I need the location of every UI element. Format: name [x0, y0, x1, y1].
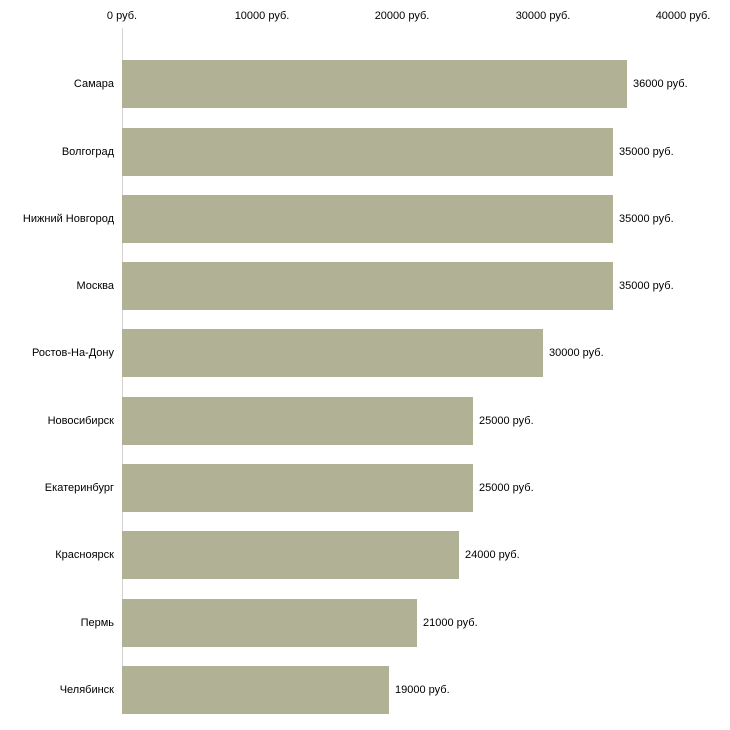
x-axis-tick-0: 0 руб. [106, 10, 138, 22]
bar-row [44, 464, 683, 512]
plot-area [22, 28, 688, 704]
bar[interactable] [122, 60, 627, 108]
bar-value-label: 25000 руб. [479, 415, 534, 427]
category-label: Новосибирск [47, 415, 114, 427]
category-label: Челябинск [59, 684, 114, 696]
bar-value-label: 35000 руб. [619, 213, 674, 225]
bar-row [76, 262, 683, 310]
category-label: Красноярск [55, 549, 114, 561]
x-axis-tick-4: 40000 руб. [655, 10, 711, 22]
category-label: Волгоград [61, 146, 114, 158]
bar[interactable] [122, 666, 389, 714]
bar-row [59, 666, 683, 714]
x-axis-tick-1: 10000 руб. [234, 10, 290, 22]
bar[interactable] [122, 599, 417, 647]
bar[interactable] [122, 397, 473, 445]
bar-value-label: 24000 руб. [465, 549, 520, 561]
category-label: Екатеринбург [44, 482, 114, 494]
bar[interactable] [122, 262, 613, 310]
category-label: Москва [76, 280, 114, 292]
bar-row [55, 531, 683, 579]
category-label: Самара [73, 78, 114, 90]
bar-value-label: 35000 руб. [619, 146, 674, 158]
bar-row [47, 397, 683, 445]
bar-value-label: 36000 руб. [633, 78, 688, 90]
bar[interactable] [122, 329, 543, 377]
bar-value-label: 30000 руб. [549, 347, 604, 359]
bar-row [73, 60, 688, 108]
category-label: Пермь [80, 617, 114, 629]
category-label: Нижний Новгород [22, 213, 114, 225]
bar-value-label: 21000 руб. [423, 617, 478, 629]
bar[interactable] [122, 464, 473, 512]
bar-value-label: 35000 руб. [619, 280, 674, 292]
x-axis-tick-3: 30000 руб. [515, 10, 571, 22]
bar[interactable] [122, 128, 613, 176]
bar[interactable] [122, 531, 459, 579]
bar-row [80, 599, 683, 647]
bar-row [61, 128, 683, 176]
bar-value-label: 25000 руб. [479, 482, 534, 494]
bar-row [22, 195, 683, 243]
bar-value-label: 19000 руб. [395, 684, 450, 696]
x-axis-tick-2: 20000 руб. [374, 10, 430, 22]
bar[interactable] [122, 195, 613, 243]
bar-row [31, 329, 683, 377]
x-axis [0, 0, 730, 28]
category-label: Ростов-На-Дону [31, 347, 114, 359]
